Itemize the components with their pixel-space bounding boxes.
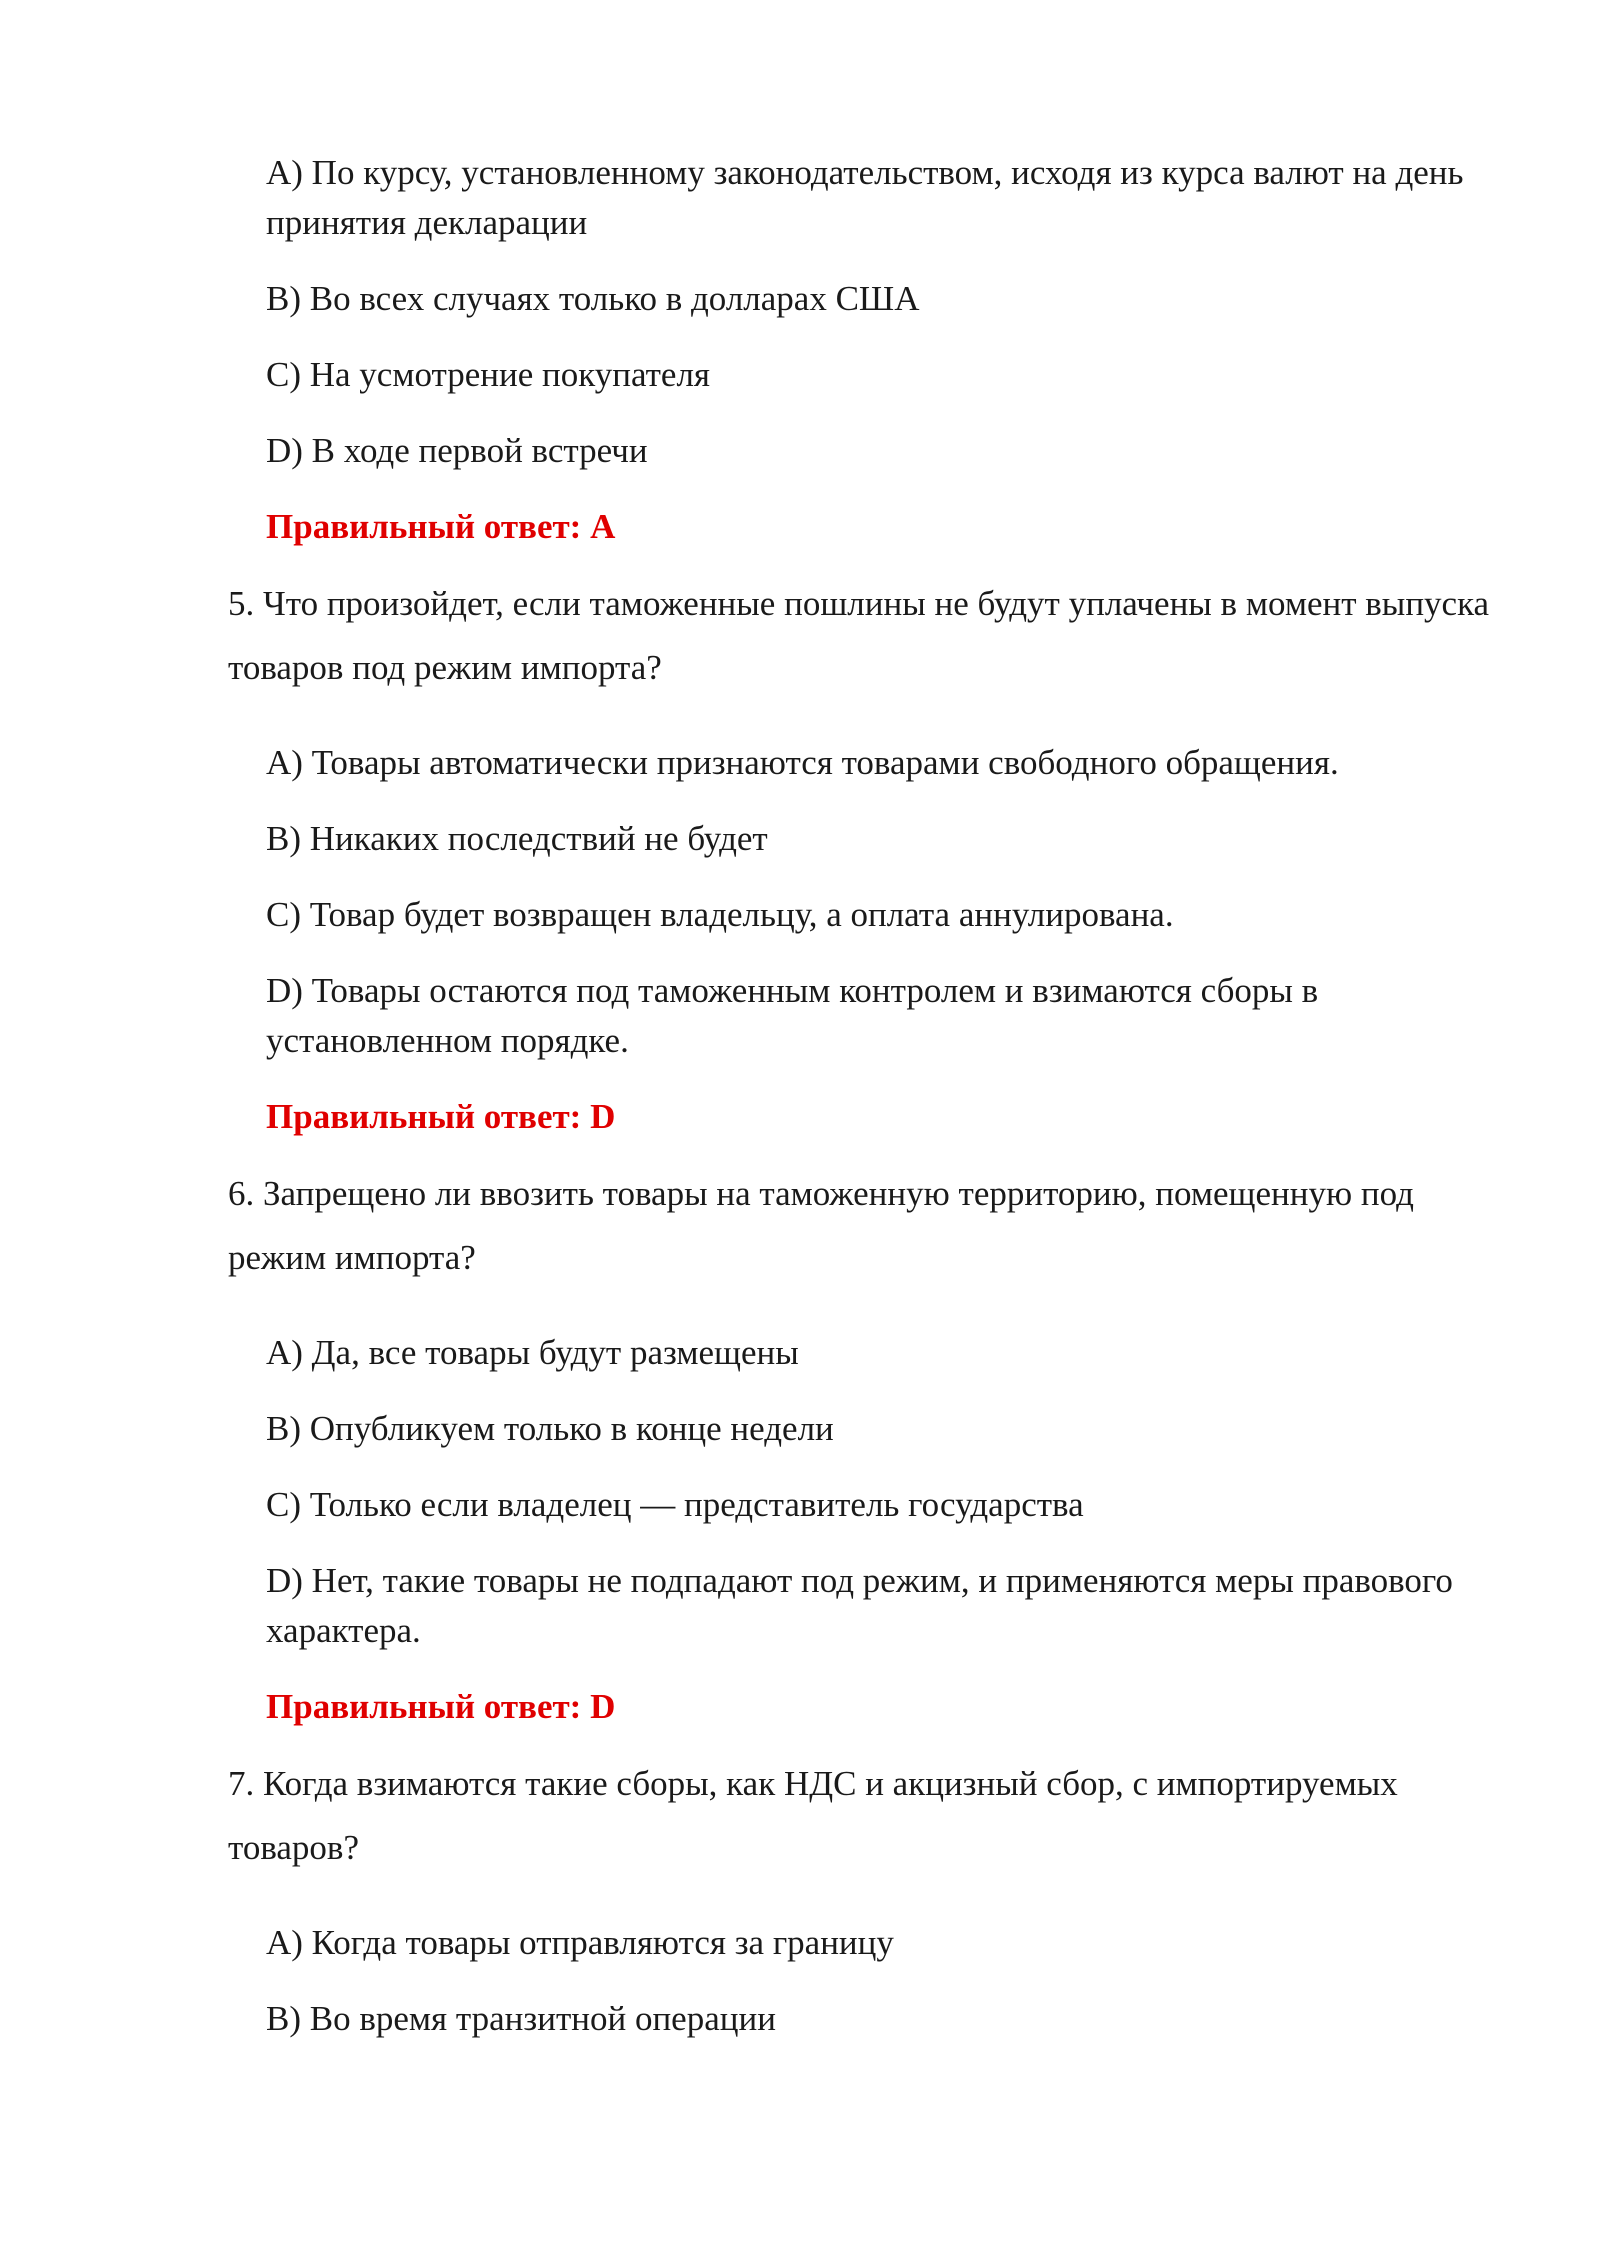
q7-option-b: B) Во время транзитной операции <box>266 1999 776 2038</box>
q7-option-a: A) Когда товары отправляются за границу <box>266 1923 894 1962</box>
q7-question: 7. Когда взимаются такие сборы, как НДС и акцизный сбор, с импортируемых товаров? <box>228 1764 1398 1867</box>
q4-option-b: B) Во всех случаях только в долларах США <box>266 279 920 318</box>
q4-option-a: A) По курсу, установленному законодательством, исходя из курса валют на день принятия декларации <box>266 153 1464 242</box>
q4-option-c: C) На усмотрение покупателя <box>266 355 711 394</box>
q6-option-b: B) Опубликуем только в конце недели <box>266 1409 834 1448</box>
q6-question: 6. Запрещено ли ввозить товары на таможенную территорию, помещенную под режим импорта? <box>228 1174 1414 1277</box>
q6-option-c: C) Только если владелец — представитель государства <box>266 1485 1084 1524</box>
q5-correct-answer: Правильный ответ: D <box>266 1097 616 1136</box>
q4-correct-answer: Правильный ответ: A <box>266 507 616 546</box>
q5-option-c: C) Товар будет возвращен владельцу, а оплата аннулирована. <box>266 895 1174 934</box>
q4-option-d: D) В ходе первой встречи <box>266 431 648 470</box>
q6-correct-answer: Правильный ответ: D <box>266 1687 616 1726</box>
q5-option-d: D) Товары остаются под таможенным контролем и взимаются сборы в установленном порядке. <box>266 971 1319 1060</box>
q6-option-d: D) Нет, такие товары не подпадают под режим, и применяются меры правового характера. <box>266 1561 1453 1650</box>
q5-option-a: A) Товары автоматически признаются товарами свободного обращения. <box>266 743 1339 782</box>
q5-question: 5. Что произойдет, если таможенные пошлины не будут уплачены в момент выпуска товаров под режим импорта? <box>228 584 1490 687</box>
q6-option-a: A) Да, все товары будут размещены <box>266 1333 799 1372</box>
q5-option-b: B) Никаких последствий не будет <box>266 819 768 858</box>
